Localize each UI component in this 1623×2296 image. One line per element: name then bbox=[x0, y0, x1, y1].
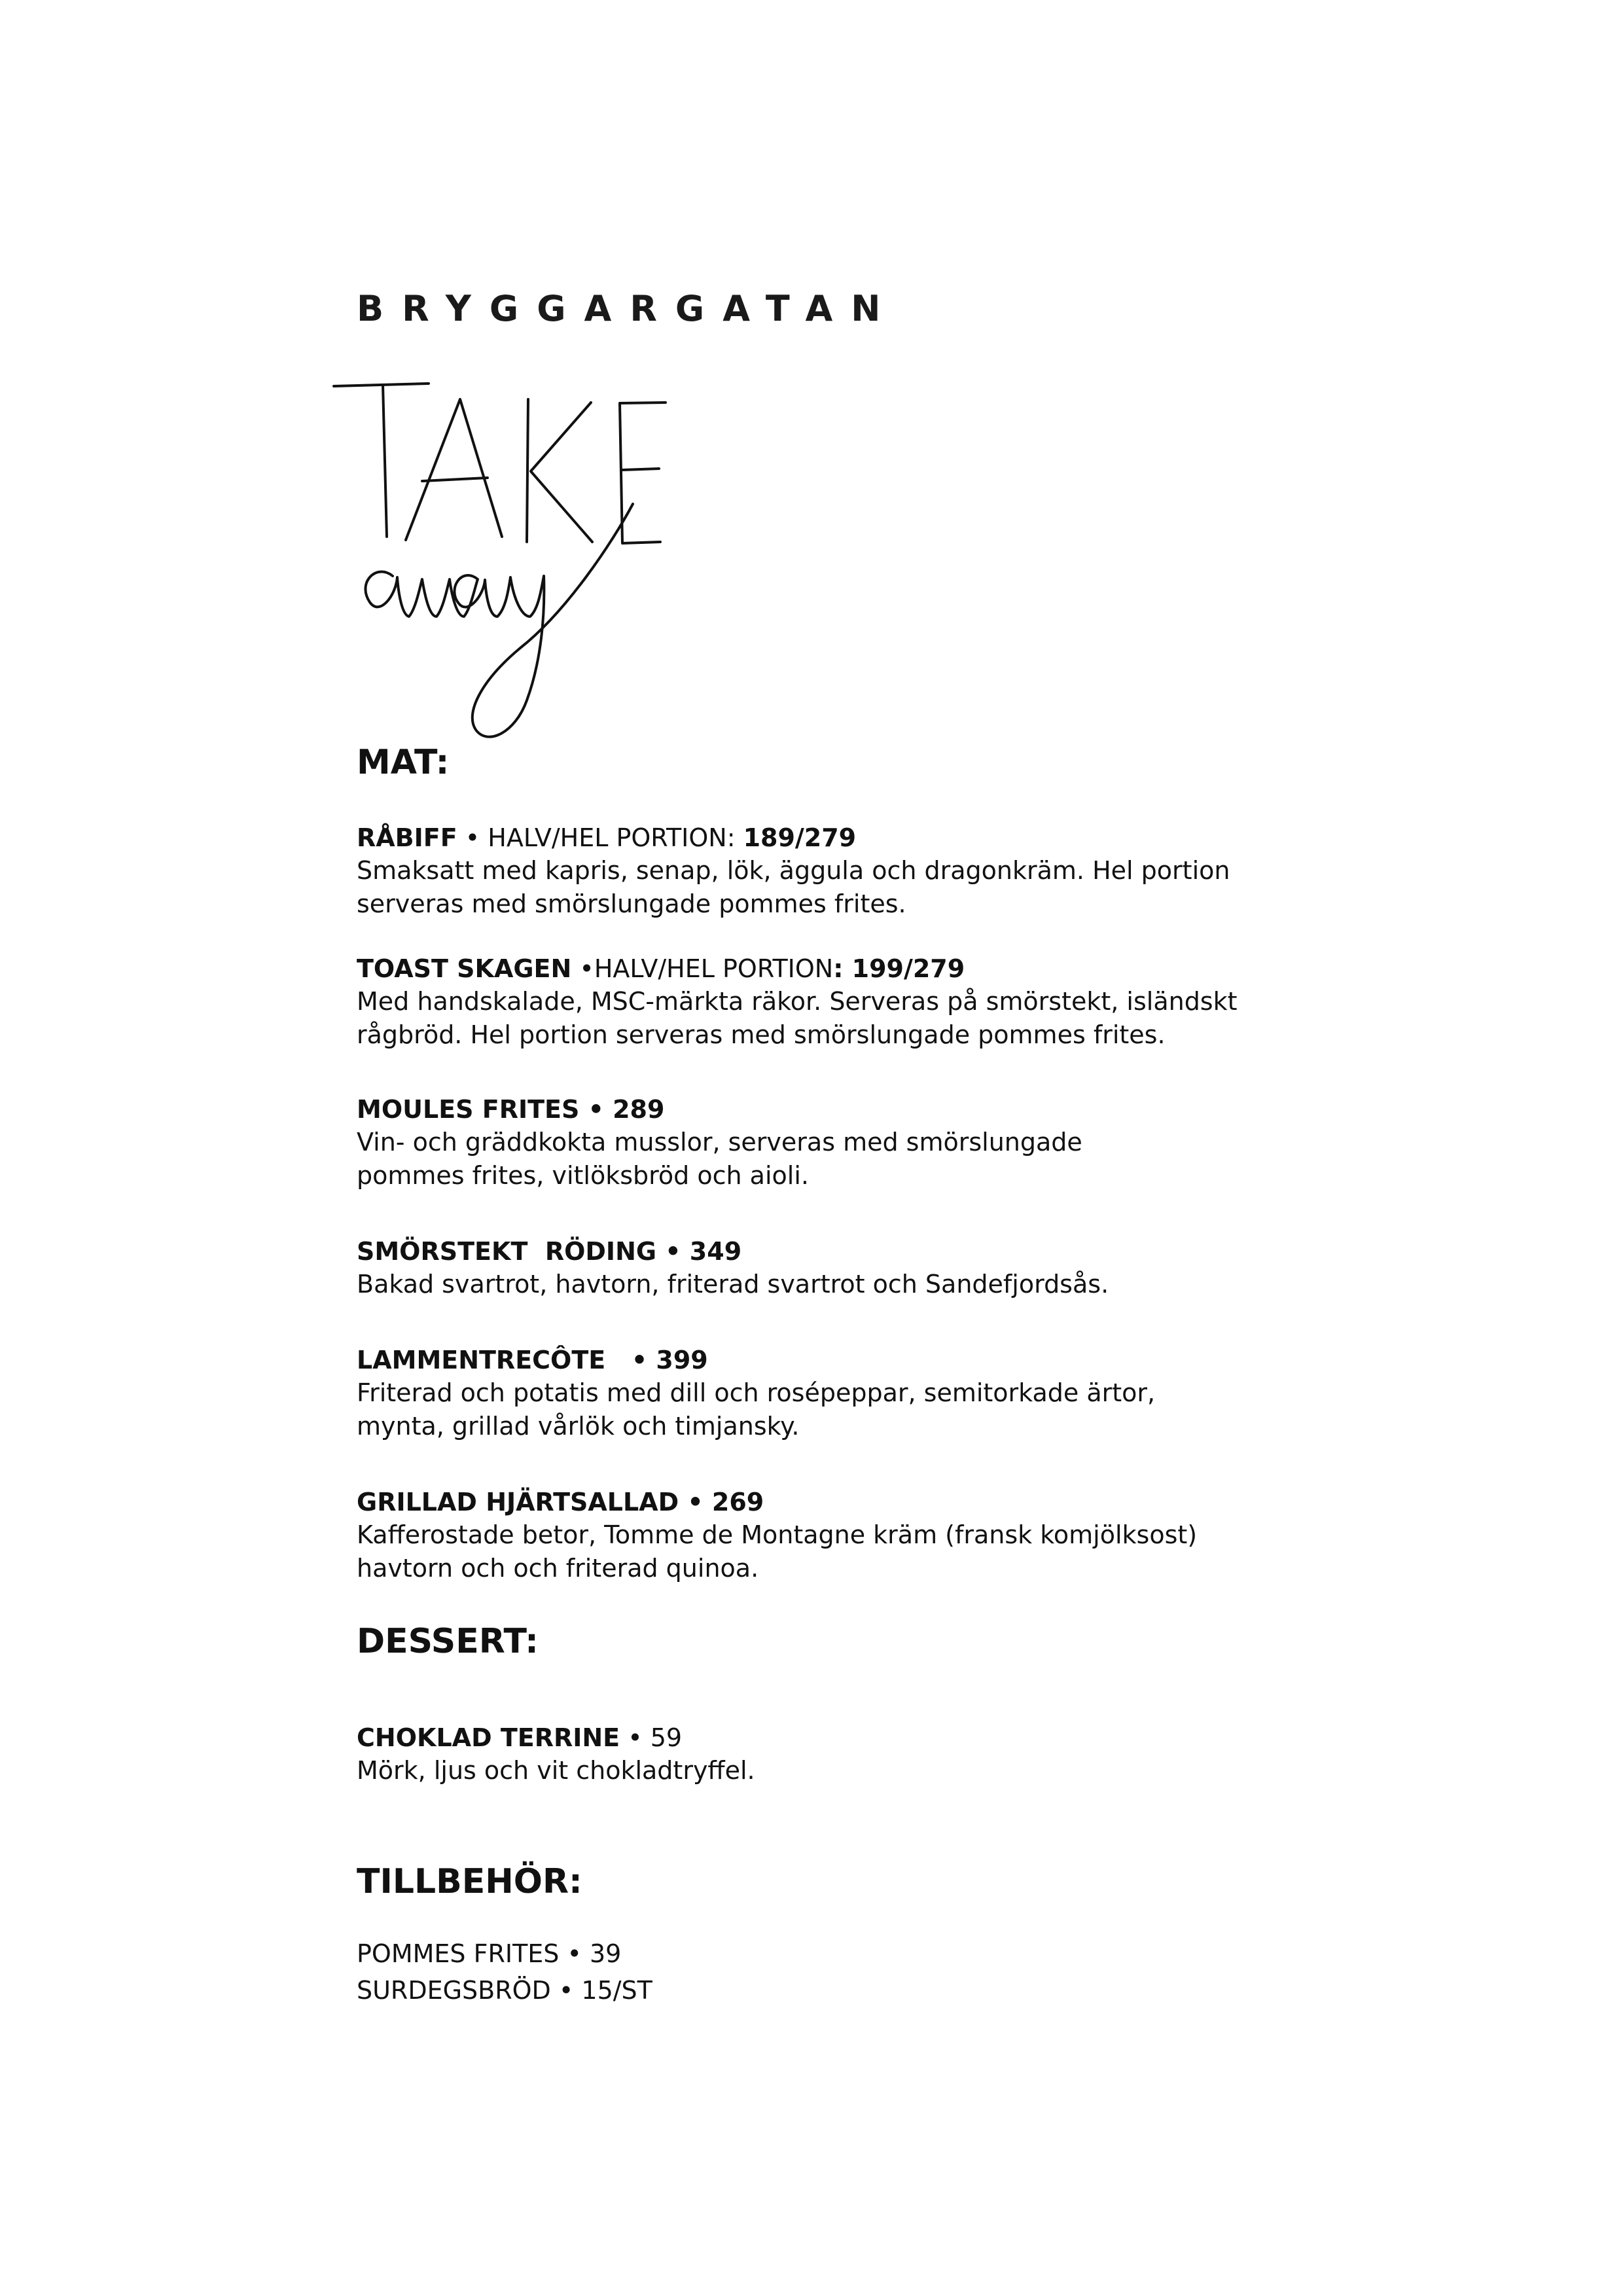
item-description-line: Med handskalade, MSC-märkta räkor. Serveras på smörstekt, isländskt bbox=[357, 987, 1238, 1016]
take-away-logo-icon bbox=[330, 373, 789, 766]
item-description-line: Mörk, ljus och vit chokladtryffel. bbox=[357, 1756, 755, 1785]
menu-item-choklad-terrine bbox=[357, 1721, 1273, 1787]
item-description-line: havtorn och och friterad quinoa. bbox=[357, 1554, 759, 1583]
item-name: SMÖRSTEKT RÖDING • 349 bbox=[357, 1237, 742, 1266]
menu-item-grillad-hjartsallad bbox=[357, 1486, 1273, 1585]
menu-item-toast-skagen bbox=[357, 952, 1273, 1052]
item-title bbox=[357, 1721, 1273, 1754]
item-description-line: serveras med smörslungade pommes frites. bbox=[357, 889, 906, 918]
item-title bbox=[357, 1235, 1273, 1268]
item-title bbox=[357, 1486, 1273, 1518]
tillbehor-heading: TILLBEHÖR: bbox=[357, 1862, 582, 1901]
item-description-line: Vin- och gräddkokta musslor, serveras med smörslungade bbox=[357, 1128, 1082, 1157]
item-price-label: HALV/HEL PORTION: bbox=[488, 823, 743, 852]
item-description-line: Kafferostade betor, Tomme de Montagne kräm (fransk komjölksost) bbox=[357, 1520, 1198, 1549]
item-title bbox=[357, 821, 1273, 854]
item-name: RÅBIFF bbox=[357, 823, 457, 852]
item-price: 189/279 bbox=[743, 823, 857, 852]
item-description-line: pommes frites, vitlöksbröd och aioli. bbox=[357, 1161, 809, 1190]
item-separator: • bbox=[571, 954, 594, 983]
item-price: : 199/279 bbox=[833, 954, 965, 983]
item-name: CHOKLAD TERRINE bbox=[357, 1723, 620, 1752]
item-separator: • bbox=[457, 823, 488, 852]
item-price: • 59 bbox=[620, 1723, 683, 1752]
item-description-line: Bakad svartrot, havtorn, friterad svartrot och Sandefjordsås. bbox=[357, 1270, 1109, 1299]
item-name: MOULES FRITES • 289 bbox=[357, 1095, 665, 1124]
mat-heading: MAT: bbox=[357, 743, 450, 782]
side-item-pommes-frites: POMMES FRITES • 39 bbox=[357, 1939, 622, 1968]
item-description-line: Friterad och potatis med dill och rosépeppar, semitorkade ärtor, bbox=[357, 1378, 1156, 1407]
menu-item-lammentrecote bbox=[357, 1344, 1273, 1443]
item-title bbox=[357, 1344, 1273, 1376]
item-title bbox=[357, 1093, 1273, 1126]
item-name: TOAST SKAGEN bbox=[357, 954, 572, 983]
brand-title: BRYGGARGATAN bbox=[357, 288, 899, 329]
item-price-label: HALV/HEL PORTION bbox=[594, 954, 834, 983]
item-name: GRILLAD HJÄRTSALLAD • 269 bbox=[357, 1488, 764, 1516]
item-name: LAMMENTRECÔTE • 399 bbox=[357, 1346, 708, 1374]
item-description-line: mynta, grillad vårlök och timjansky. bbox=[357, 1412, 800, 1441]
menu-item-rabiff bbox=[357, 821, 1273, 921]
menu-item-moules-frites bbox=[357, 1093, 1273, 1193]
menu-item-smorstekt-roding bbox=[357, 1235, 1273, 1301]
item-description-line: Smaksatt med kapris, senap, lök, äggula och dragonkräm. Hel portion bbox=[357, 856, 1230, 885]
item-description-line: rågbröd. Hel portion serveras med smörslungade pommes frites. bbox=[357, 1020, 1166, 1049]
dessert-heading: DESSERT: bbox=[357, 1622, 539, 1661]
side-item-surdegsbrod: SURDEGSBRÖD • 15/ST bbox=[357, 1976, 652, 2005]
item-title bbox=[357, 952, 1273, 985]
